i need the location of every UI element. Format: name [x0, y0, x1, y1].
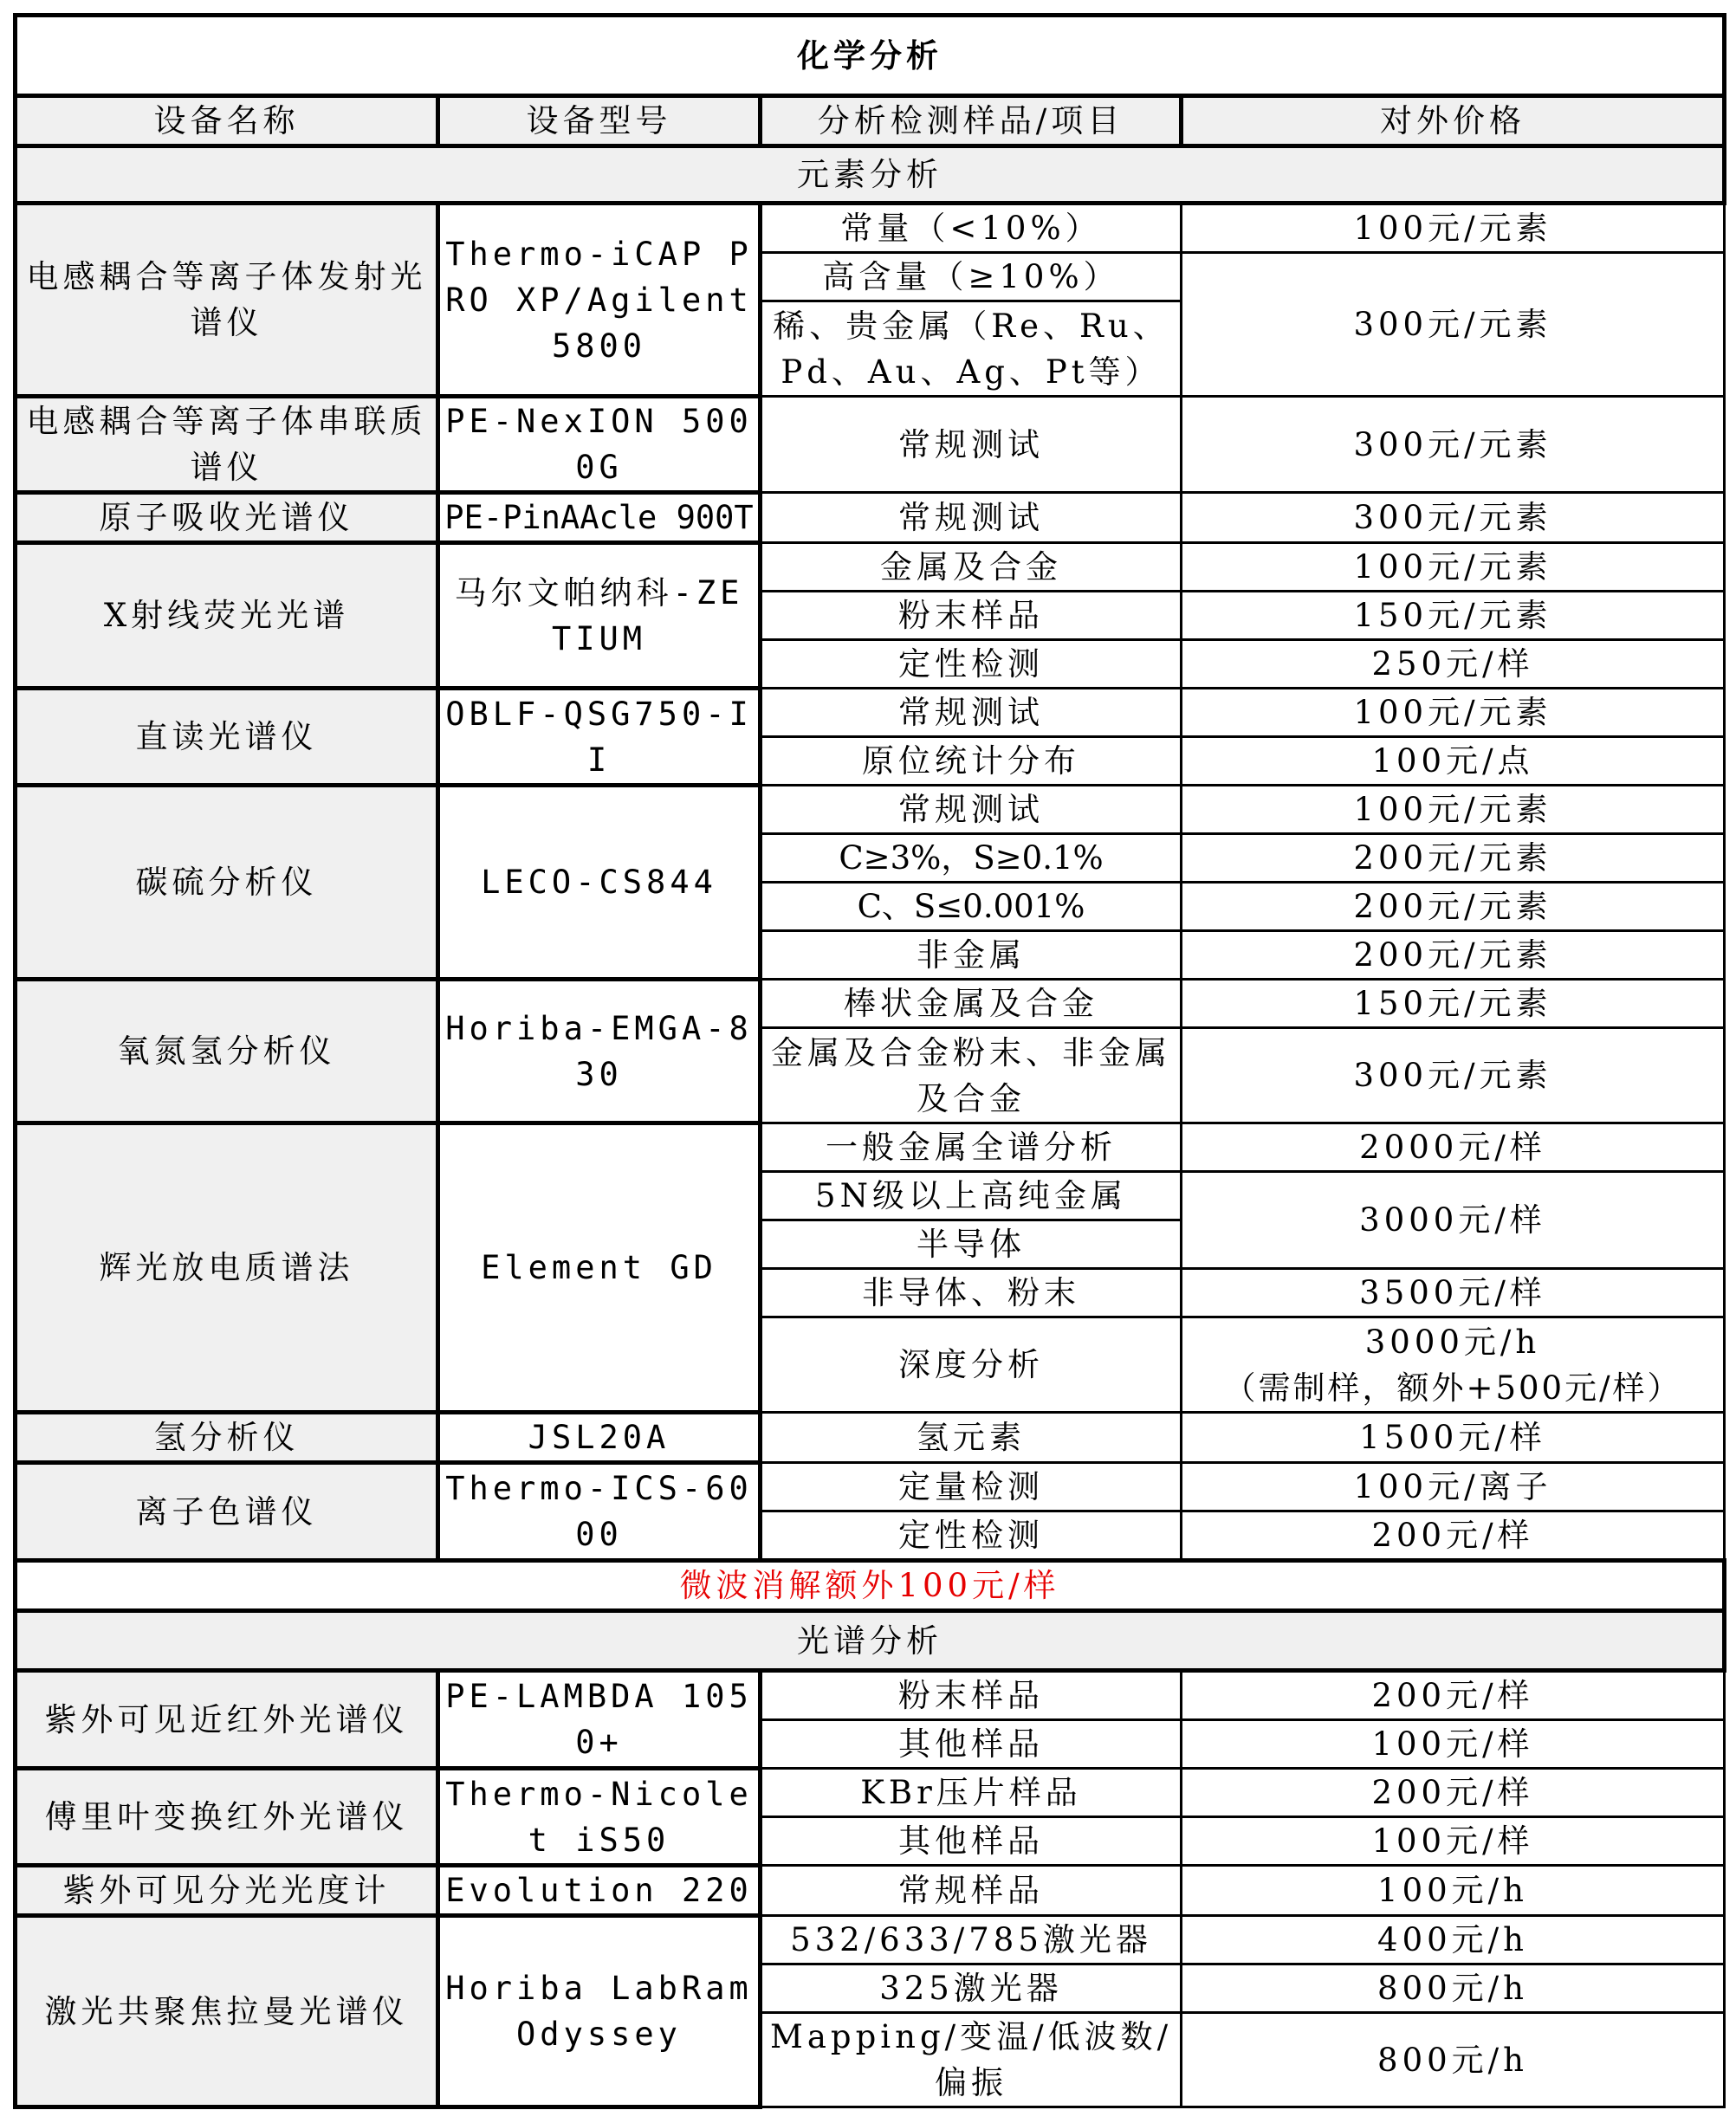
instrument-model: PE-NexION 5000G: [438, 397, 761, 493]
section-title-element-analysis: 元素分析: [16, 146, 1725, 204]
test-item: Mapping/变温/低波数/偏振: [761, 2013, 1182, 2107]
test-item: 粉末样品: [761, 1671, 1182, 1720]
table-row: [16, 689, 1725, 737]
table-row: [16, 204, 1725, 253]
instrument-name: 激光共聚焦拉曼光谱仪: [16, 1916, 438, 2107]
instrument-model: 马尔文帕纳科-ZETIUM: [438, 543, 761, 689]
price: 800元/h: [1182, 1964, 1725, 2013]
section-row: [16, 146, 1725, 204]
test-item: 5N级以上高纯金属: [761, 1172, 1182, 1220]
price: 100元/样: [1182, 1817, 1725, 1866]
instrument-name: 直读光谱仪: [16, 689, 438, 786]
price: 300元/元素: [1182, 397, 1725, 493]
instrument-name: 辉光放电质谱法: [16, 1123, 438, 1413]
test-item: 常规测试: [761, 689, 1182, 737]
instrument-model: Thermo-Nicolet iS50: [438, 1769, 761, 1866]
test-item: 常规测试: [761, 493, 1182, 543]
instrument-model: PE-LAMBDA 1050+: [438, 1671, 761, 1769]
section-title-spectral-analysis: 光谱分析: [16, 1611, 1725, 1671]
price: 100元/元素: [1182, 204, 1725, 253]
table-row: [16, 1123, 1725, 1172]
test-item: 一般金属全谱分析: [761, 1123, 1182, 1172]
instrument-model: Horiba LabRam Odyssey: [438, 1916, 761, 2107]
instrument-model: LECO-CS844: [438, 786, 761, 980]
instrument-name: 紫外可见近红外光谱仪: [16, 1671, 438, 1769]
price: 100元/元素: [1182, 786, 1725, 834]
test-item: 定性检测: [761, 1511, 1182, 1561]
instrument-model: Thermo-iCAP PRO XP/Agilent 5800: [438, 204, 761, 397]
table-row: [16, 397, 1725, 493]
price: 200元/样: [1182, 1671, 1725, 1720]
instrument-name: 氧氮氢分析仪: [16, 980, 438, 1123]
test-item: 半导体: [761, 1220, 1182, 1269]
price: 200元/元素: [1182, 834, 1725, 883]
microwave-digestion-note: 微波消解额外100元/样: [16, 1561, 1725, 1611]
instrument-name: 碳硫分析仪: [16, 786, 438, 980]
title-row: [16, 16, 1725, 96]
test-item: KBr压片样品: [761, 1769, 1182, 1817]
test-item: 定量检测: [761, 1463, 1182, 1511]
test-item: 原位统计分布: [761, 737, 1182, 786]
instrument-name: 氢分析仪: [16, 1413, 438, 1463]
section-row: [16, 1611, 1725, 1671]
table-row: [16, 1463, 1725, 1511]
column-header-model: 设备型号: [438, 96, 761, 146]
price: 3500元/样: [1182, 1269, 1725, 1317]
price: 100元/h: [1182, 1866, 1725, 1916]
instrument-name: 紫外可见分光光度计: [16, 1866, 438, 1916]
test-item: 稀、贵金属（Re、Ru、Pd、Au、Ag、Pt等）: [761, 301, 1182, 397]
price-main: 3000元/h: [1364, 1323, 1541, 1361]
instrument-name: X射线荧光光谱: [16, 543, 438, 689]
test-item: 常量（<10%）: [761, 204, 1182, 253]
table-row: [16, 493, 1725, 543]
price: 150元/元素: [1182, 592, 1725, 640]
test-item: 氢元素: [761, 1413, 1182, 1463]
column-header-name: 设备名称: [16, 96, 438, 146]
note-row: [16, 1561, 1725, 1611]
price: 250元/样: [1182, 640, 1725, 689]
header-row: [16, 96, 1725, 146]
price: 200元/元素: [1182, 883, 1725, 931]
instrument-name: 电感耦合等离子体发射光谱仪: [16, 204, 438, 397]
table-row: [16, 1866, 1725, 1916]
test-item: 532/633/785激光器: [761, 1916, 1182, 1964]
price: 200元/样: [1182, 1511, 1725, 1561]
table-row: [16, 1413, 1725, 1463]
table-row: [16, 543, 1725, 592]
test-item: 非导体、粉末: [761, 1269, 1182, 1317]
test-item: 金属及合金粉末、非金属及合金: [761, 1028, 1182, 1123]
test-item: C、S≤0.001%: [761, 883, 1182, 931]
price: 200元/样: [1182, 1769, 1725, 1817]
test-item: 粉末样品: [761, 592, 1182, 640]
price: 400元/h: [1182, 1916, 1725, 1964]
test-item: 其他样品: [761, 1720, 1182, 1769]
instrument-name: 原子吸收光谱仪: [16, 493, 438, 543]
instrument-name: 傅里叶变换红外光谱仪: [16, 1769, 438, 1866]
column-header-price: 对外价格: [1182, 96, 1725, 146]
price: 3000元/样: [1182, 1172, 1725, 1269]
instrument-name: 离子色谱仪: [16, 1463, 438, 1561]
instrument-model: OBLF-QSG750-II: [438, 689, 761, 786]
price: 300元/元素: [1182, 253, 1725, 397]
table-row: [16, 1671, 1725, 1720]
instrument-model: Evolution 220: [438, 1866, 761, 1916]
price: 800元/h: [1182, 2013, 1725, 2107]
price: 1500元/样: [1182, 1413, 1725, 1463]
test-item: 常规测试: [761, 397, 1182, 493]
test-item: 非金属: [761, 931, 1182, 980]
price: 100元/元素: [1182, 689, 1725, 737]
instrument-model: JSL20A: [438, 1413, 761, 1463]
price: 300元/元素: [1182, 493, 1725, 543]
test-item: C≥3%，S≥0.1%: [761, 834, 1182, 883]
price: 100元/元素: [1182, 543, 1725, 592]
instrument-model: Thermo-ICS-6000: [438, 1463, 761, 1561]
test-item: 定性检测: [761, 640, 1182, 689]
price: 100元/离子: [1182, 1463, 1725, 1511]
price: 150元/元素: [1182, 980, 1725, 1028]
test-item: 棒状金属及合金: [761, 980, 1182, 1028]
price: 100元/点: [1182, 737, 1725, 786]
test-item: 常规测试: [761, 786, 1182, 834]
instrument-model: Element GD: [438, 1123, 761, 1413]
test-item: 高含量（≥10%）: [761, 253, 1182, 301]
table-row: [16, 1916, 1725, 1964]
table-row: [16, 786, 1725, 834]
price: 300元/元素: [1182, 1028, 1725, 1123]
test-item: 深度分析: [761, 1317, 1182, 1413]
test-item: 325激光器: [761, 1964, 1182, 2013]
price: [1182, 1317, 1725, 1413]
price: 100元/样: [1182, 1720, 1725, 1769]
price-note: （需制样，额外+500元/样）: [1223, 1369, 1682, 1407]
table-row: [16, 980, 1725, 1028]
instrument-name: 电感耦合等离子体串联质谱仪: [16, 397, 438, 493]
page-title: 化学分析: [16, 16, 1725, 96]
price: 200元/元素: [1182, 931, 1725, 980]
instrument-model: PE-PinAAcle 900T: [438, 493, 761, 543]
test-item: 常规样品: [761, 1866, 1182, 1916]
test-item: 金属及合金: [761, 543, 1182, 592]
test-item: 其他样品: [761, 1817, 1182, 1866]
column-header-item: 分析检测样品/项目: [761, 96, 1182, 146]
instrument-model: Horiba-EMGA-830: [438, 980, 761, 1123]
price-table: [13, 13, 1726, 2109]
table-row: [16, 1769, 1725, 1817]
price: 2000元/样: [1182, 1123, 1725, 1172]
